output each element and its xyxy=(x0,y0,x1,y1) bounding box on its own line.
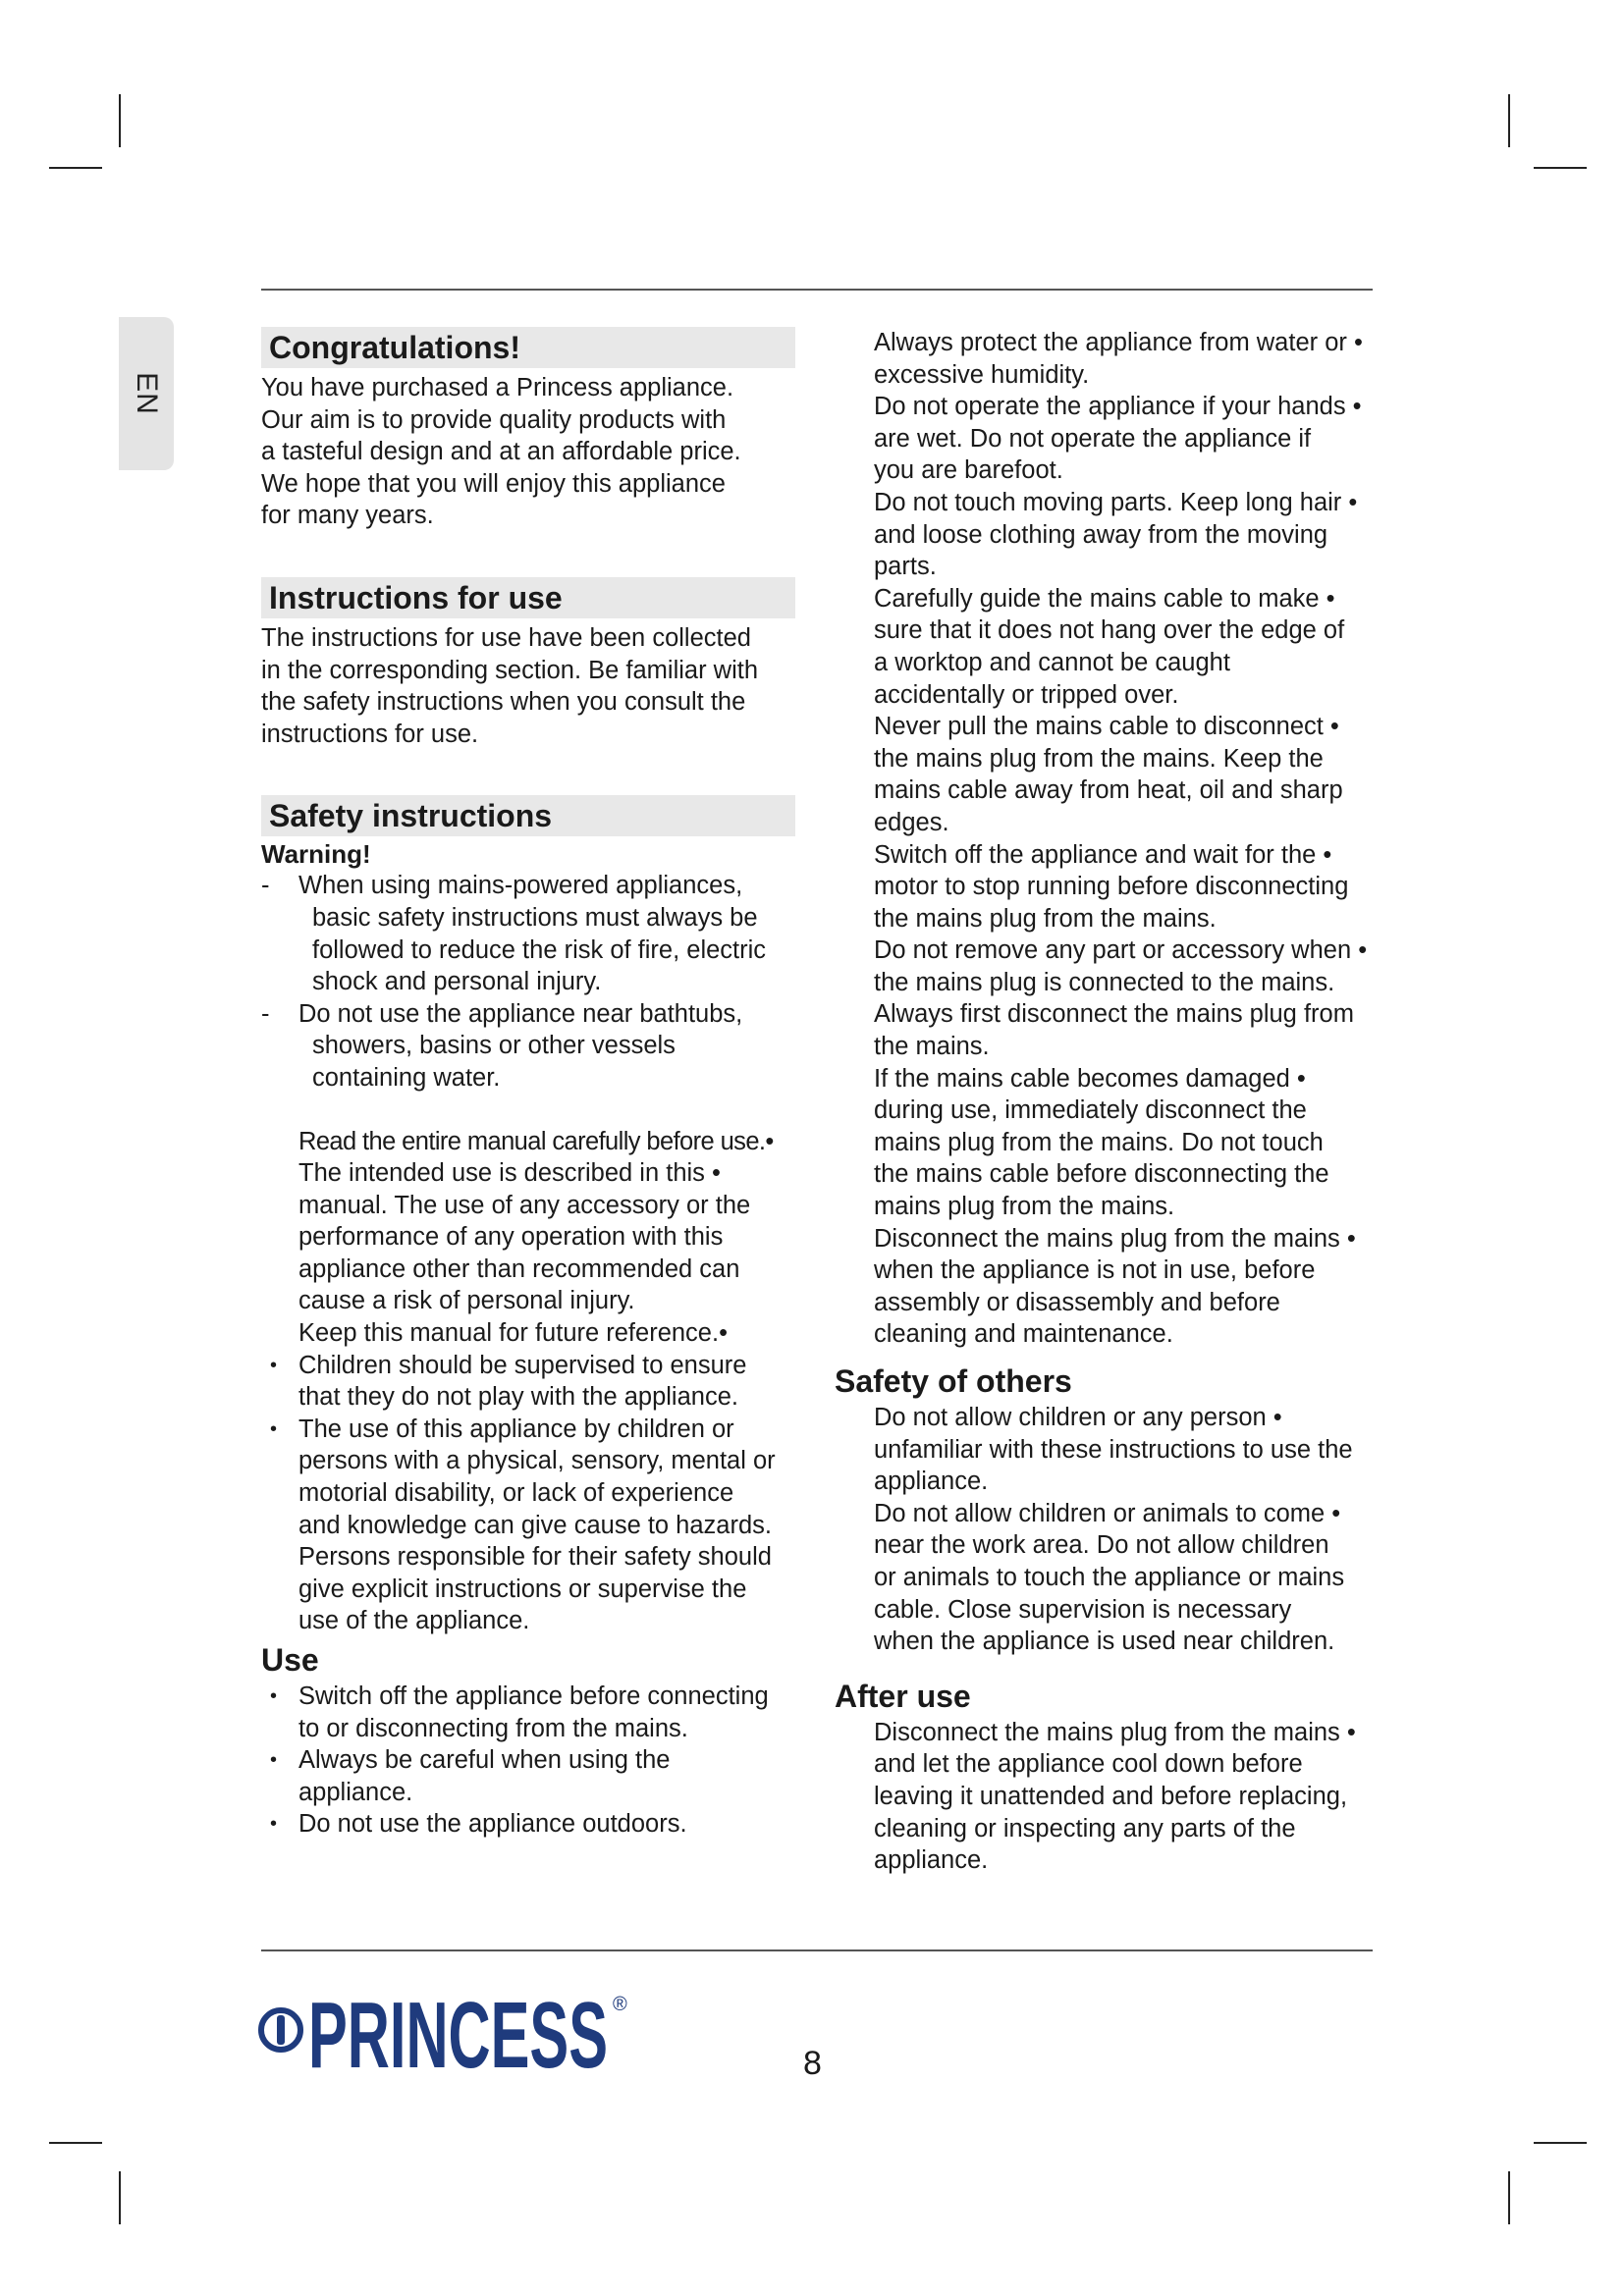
left-column xyxy=(261,327,811,1841)
text-line: motor to stop running before disconnecting xyxy=(874,873,1349,901)
list-item xyxy=(261,1808,811,1841)
crop-mark xyxy=(49,2142,102,2144)
text-line: Never pull the mains cable to disconnect • xyxy=(874,713,1339,741)
list-item xyxy=(261,1414,811,1637)
list-item xyxy=(261,998,811,1095)
language-tab xyxy=(119,317,174,470)
text-line: cable. Close supervision is necessary xyxy=(874,1595,1292,1624)
text-line: the mains plug from the mains. xyxy=(874,904,1217,933)
dash-list xyxy=(261,870,811,1094)
text-line: Do not operate the appliance if your hands • xyxy=(874,393,1362,421)
text-line: in the corresponding section. Be familiar with xyxy=(261,656,759,684)
text-line: Disconnect the mains plug from the mains • xyxy=(874,1224,1356,1253)
text-line: leaving it unattended and before replacing, xyxy=(874,1782,1348,1810)
text-line: appliance other than recommended can xyxy=(298,1255,740,1283)
crop-mark xyxy=(1508,94,1510,147)
page-number: 8 xyxy=(803,2045,822,2082)
list-item-line: • Always be careful when using the xyxy=(298,1746,671,1775)
text-line: If the mains cable becomes damaged • xyxy=(874,1064,1306,1093)
list-item-line: basic safety instructions must always be xyxy=(312,903,758,932)
list-item-line: persons with a physical, sensory, mental or xyxy=(298,1447,776,1475)
text-line: mains plug from the mains. xyxy=(874,1193,1175,1221)
list-item-line: and knowledge can give cause to hazards. xyxy=(298,1511,772,1539)
text-line: You have purchased a Princess appliance. xyxy=(261,374,734,401)
text-line: for many years. xyxy=(261,502,434,530)
text-line: and let the appliance cool down before xyxy=(874,1750,1303,1779)
text-line: or animals to touch the appliance or mains xyxy=(874,1563,1345,1591)
text-line: the mains plug from the mains. Keep the xyxy=(874,744,1324,773)
text-line: edges. xyxy=(874,808,949,836)
text-line: the safety instructions when you consult the xyxy=(261,688,746,717)
language-tab-label: EN xyxy=(131,372,163,415)
instructions-heading: Instructions for use xyxy=(261,577,795,618)
text-line: appliance. xyxy=(874,1468,989,1496)
list-item-line: • Switch off the appliance before connecting xyxy=(298,1682,769,1710)
text-line: Do not remove any part or accessory when • xyxy=(874,936,1368,965)
after-use-heading: After use xyxy=(835,1678,971,1714)
text-line: accidentally or tripped over. xyxy=(874,680,1179,709)
list-item xyxy=(261,1744,811,1808)
princess-logo xyxy=(257,1981,640,2079)
text-line: The intended use is described in this • xyxy=(298,1159,721,1188)
list-item-line: shock and personal injury. xyxy=(312,968,602,996)
text-line: when the appliance is not in use, before xyxy=(874,1256,1316,1285)
text-line: the mains plug is connected to the mains. xyxy=(874,968,1335,996)
list-item-line: that they do not play with the appliance. xyxy=(298,1383,738,1412)
text-line: mains cable away from heat, oil and sharp xyxy=(874,776,1343,805)
brand-name: PRINCESS xyxy=(308,1983,608,2079)
list-item-line: to or disconnecting from the mains. xyxy=(298,1714,688,1742)
general-safety-section xyxy=(835,327,1404,1351)
text-line: cleaning or inspecting any parts of the xyxy=(874,1814,1296,1842)
text-line: excessive humidity. xyxy=(874,360,1090,389)
text-line: manual. The use of any accessory or the xyxy=(298,1191,751,1219)
list-item-line: appliance. xyxy=(298,1778,413,1806)
text-line: Do not touch moving parts. Keep long hair • xyxy=(874,488,1358,516)
congratulations-section xyxy=(261,327,811,532)
safety-of-others-heading: Safety of others xyxy=(835,1363,1072,1399)
bottom-rule xyxy=(261,1949,1373,1951)
text-line: a tasteful design and at an affordable price. xyxy=(261,438,741,466)
crop-mark xyxy=(119,2171,121,2224)
text-line: parts. xyxy=(874,553,937,581)
text-line: Do not allow children or any person • xyxy=(874,1404,1282,1431)
text-line: Our aim is to provide quality products with xyxy=(261,405,727,434)
text-line: Read the entire manual carefully before use.• xyxy=(298,1127,774,1155)
list-item-line: When using mains-powered appliances, xyxy=(298,872,743,900)
list-item xyxy=(261,870,811,997)
list-item-line: • Children should be supervised to ensure xyxy=(298,1351,747,1379)
use-section xyxy=(261,1641,811,1841)
list-item-line: Persons responsible for their safety should xyxy=(298,1543,772,1572)
text-line: during use, immediately disconnect the xyxy=(874,1096,1307,1125)
text-line: cause a risk of personal injury. xyxy=(298,1287,635,1315)
list-item xyxy=(261,1681,811,1744)
text-line: Keep this manual for future reference.• xyxy=(298,1319,728,1348)
text-line: We hope that you will enjoy this appliance xyxy=(261,469,726,498)
princess-crest-icon xyxy=(261,2010,300,2050)
bullet-list xyxy=(261,1350,811,1637)
instructions-section xyxy=(261,577,811,750)
warning-label: Warning! xyxy=(261,839,371,870)
text-line: the mains. xyxy=(874,1033,990,1061)
text-line: Carefully guide the mains cable to make • xyxy=(874,584,1335,613)
crop-mark xyxy=(49,167,102,169)
text-line: assembly or disassembly and before xyxy=(874,1288,1280,1316)
safety-heading: Safety instructions xyxy=(261,795,795,836)
text-line: appliance. xyxy=(874,1846,989,1875)
text-line: The instructions for use have been collected xyxy=(261,623,751,652)
text-line: unfamiliar with these instructions to use the xyxy=(874,1435,1353,1464)
text-line: cleaning and maintenance. xyxy=(874,1320,1173,1349)
list-item-line: motorial disability, or lack of experience xyxy=(298,1479,734,1508)
list-item-line: followed to reduce the risk of fire, electric xyxy=(312,935,767,964)
text-line: Switch off the appliance and wait for the • xyxy=(874,840,1332,869)
text-line: instructions for use. xyxy=(261,720,479,748)
manual-notes xyxy=(261,1126,811,1350)
list-item-line: give explicit instructions or supervise the xyxy=(298,1575,747,1603)
safety-of-others-section xyxy=(835,1362,1404,1658)
text-line: the mains cable before disconnecting the xyxy=(874,1160,1329,1189)
list-item-line: Do not use the appliance near bathtubs, xyxy=(298,999,743,1028)
list-item-line: containing water. xyxy=(312,1063,501,1092)
text-line: are wet. Do not operate the appliance if xyxy=(874,424,1312,453)
list-item-line: • The use of this appliance by children or xyxy=(298,1415,734,1443)
text-line: when the appliance is used near children. xyxy=(874,1628,1335,1656)
text-line: Always first disconnect the mains plug from xyxy=(874,1000,1354,1029)
crop-mark xyxy=(119,94,121,147)
text-line: you are barefoot. xyxy=(874,456,1063,485)
text-line: a worktop and cannot be caught xyxy=(874,648,1230,676)
use-heading: Use xyxy=(261,1642,319,1678)
text-line: Do not allow children or animals to come • xyxy=(874,1499,1341,1527)
list-item xyxy=(261,1350,811,1414)
list-item-line: • Do not use the appliance outdoors. xyxy=(298,1810,687,1839)
text-line: Always protect the appliance from water or • xyxy=(874,329,1363,356)
text-line: Disconnect the mains plug from the mains • xyxy=(874,1718,1356,1746)
after-use-section xyxy=(835,1678,1404,1877)
bullet-list xyxy=(261,1681,811,1841)
text-line: and loose clothing away from the moving xyxy=(874,520,1328,549)
congratulations-heading: Congratulations! xyxy=(261,327,795,368)
list-item-line: showers, basins or other vessels xyxy=(312,1032,676,1060)
list-item-line: use of the appliance. xyxy=(298,1607,530,1635)
text-line: sure that it does not hang over the edge of xyxy=(874,616,1345,645)
crop-mark xyxy=(1534,2142,1587,2144)
top-rule xyxy=(261,289,1373,291)
registered-mark: ® xyxy=(613,1994,627,2015)
crop-mark xyxy=(1508,2171,1510,2224)
text-line: performance of any operation with this xyxy=(298,1223,724,1252)
safety-section xyxy=(261,795,811,1637)
crop-mark xyxy=(1534,167,1587,169)
text-line: near the work area. Do not allow children xyxy=(874,1531,1329,1560)
right-column xyxy=(835,327,1404,1877)
text-line: mains plug from the mains. Do not touch xyxy=(874,1128,1324,1156)
